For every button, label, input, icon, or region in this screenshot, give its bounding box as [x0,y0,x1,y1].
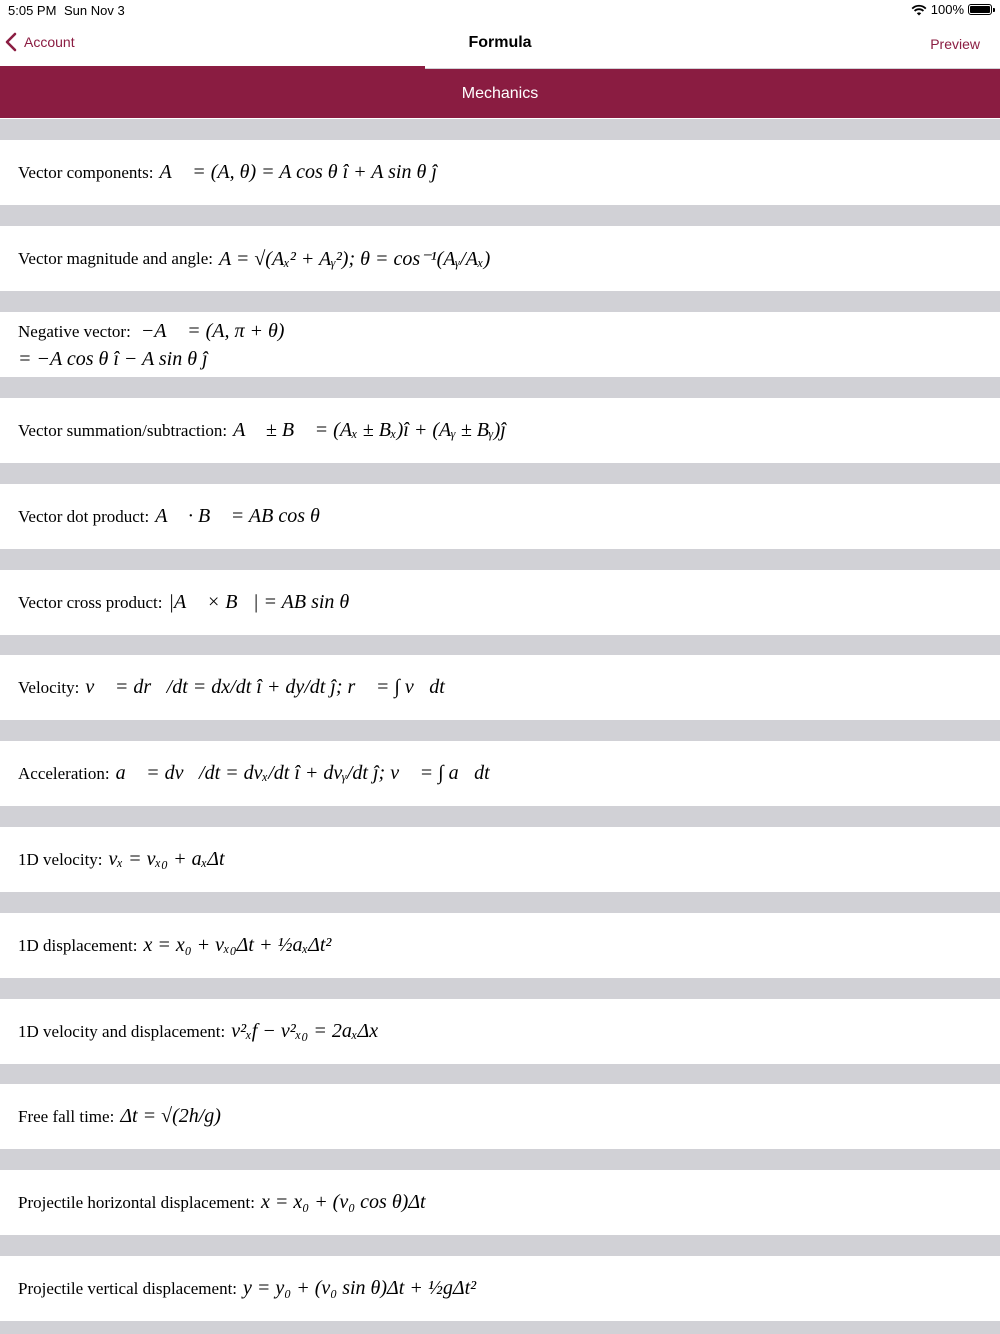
formula-label: Velocity: [18,677,80,697]
formula-label: Vector components: [18,162,154,182]
formula-expression: a⃗ = dv⃗/dt = dvₓ/dt î + dvᵧ/dt ĵ; v⃗ = ∫ a⃗dt [115,762,490,784]
list-item[interactable] [0,398,1000,463]
list-item[interactable] [0,655,1000,720]
list-item[interactable] [0,1170,1000,1235]
formula-expression: A⃗ ± B⃗ = (Aₓ ± Bₓ)î + (Aᵧ ± Bᵧ)ĵ [233,419,506,441]
list-item[interactable] [0,484,1000,549]
formula-label: Free fall time: [18,1106,115,1126]
status-bar [0,0,1000,22]
formula-label: Projectile vertical displacement: [18,1278,238,1298]
list-item[interactable] [0,999,1000,1064]
formula-expression: y = y₀ + (v₀ sin θ)Δt + ½gΔt² [243,1277,477,1299]
formula-expression: vₓ = vₓ₀ + aₓΔt [108,848,225,870]
formula-label: 1D displacement: [18,935,138,955]
formula-expression: A⃗ · B⃗ = AB cos θ [155,505,320,527]
back-button-label: Account [24,34,75,50]
battery-icon [968,4,992,15]
formula-expression: x = x₀ + (v₀ cos θ)Δt [260,1191,426,1213]
formula-expression: A⃗ = (A, θ) = A cos θ î + A sin θ ĵ [159,161,437,183]
formula-label: Vector summation/subtraction: [18,420,228,440]
formula-expression: Δt = √(2h/g) [120,1105,221,1127]
list-item[interactable] [0,1084,1000,1149]
formula-expression: |A⃗ × B⃗| = AB sin θ [168,591,350,613]
preview-button[interactable]: Preview [930,36,980,52]
list-item[interactable] [0,827,1000,892]
status-time: 5:05 PM [8,3,57,18]
list-item[interactable] [0,913,1000,978]
navigation-bar [0,22,1000,68]
formula-expression: A = √(Aₓ² + Aᵧ²); θ = cos⁻¹(Aᵧ/Aₓ) [218,248,491,270]
list-item[interactable] [0,1256,1000,1321]
battery-percent: 100% [930,2,964,17]
formula-label: Negative vector: [18,321,131,341]
formula-label: Vector dot product: [18,506,150,526]
page-title: Formula [468,34,532,51]
formula-label: Projectile horizontal displacement: [18,1192,255,1212]
list-item[interactable] [0,312,1000,377]
status-right [911,2,992,17]
formula-label: Vector magnitude and angle: [18,248,213,268]
formula-expression: x = x₀ + vₓ₀Δt + ½aₓΔt² [143,934,332,956]
formula-expression: v⃗ = dr⃗/dt = dx/dt î + dy/dt ĵ; r⃗ = ∫ v⃗dt [85,676,445,698]
formula-expression: v²ₓf − v²ₓ₀ = 2aₓΔx [231,1020,379,1042]
list-item[interactable] [0,226,1000,291]
list-item[interactable] [0,741,1000,806]
formula-expression-continued: = −A cos θ î − A sin θ ĵ [18,347,208,370]
formula-label: 1D velocity and displacement: [18,1021,226,1041]
formula-label: Vector cross product: [18,592,163,612]
wifi-icon [911,4,927,16]
formula-expression: −A⃗ = (A, π + θ) [140,319,285,342]
list-item[interactable] [0,570,1000,635]
status-date: Sun Nov 3 [64,3,125,18]
section-header: Mechanics [0,69,1000,119]
formula-label: 1D velocity: [18,849,103,869]
formula-label: Acceleration: [18,763,110,783]
list-item[interactable] [0,140,1000,205]
